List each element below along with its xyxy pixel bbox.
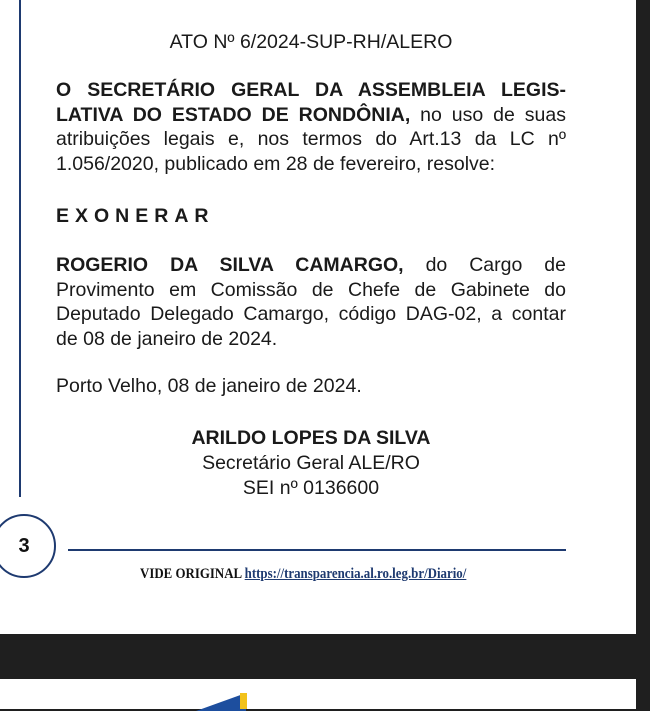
action-word: EXONERAR [56, 205, 215, 227]
sei-number: SEI nº 0136600 [242, 477, 380, 499]
transparency-link[interactable]: https://transparencia.al.ro.leg.br/Diario/ [244, 566, 467, 582]
next-page-preview [0, 679, 636, 709]
intro-text: no uso de suas atribuições legais e, nos termos do Art.13 da LC nº 1.056/2020, publicado em 28 de fevereiro, resolve: [56, 103, 566, 175]
page-number: 3 [18, 534, 30, 557]
act-number: ATO Nº 6/2024-SUP-RH/ALERO [169, 31, 453, 53]
margin-line [19, 0, 21, 497]
intro-paragraph [56, 78, 566, 176]
person-text: do Cargo de Provimento em Comissão de Chefe de Gabinete do Deputado Delegado Camargo, código DAG-02, a contar de 08 de janeiro de 2024. [56, 254, 567, 350]
person-paragraph [56, 253, 566, 351]
vide-original [140, 566, 466, 583]
page-number-badge [0, 514, 56, 578]
place-date: Porto Velho, 08 de janeiro de 2024. [56, 375, 362, 397]
intro-bold: O SECRETÁRIO GERAL DA ASSEMBLEIA LEGIS-LATIVA DO ESTADO DE RONDÔNIA, [56, 79, 566, 126]
vide-label: VIDE ORIGINAL [140, 566, 242, 582]
logo-accent-icon [240, 693, 247, 709]
person-name: ROGERIO DA SILVA CAMARGO, [56, 254, 404, 276]
logo-icon [196, 693, 246, 711]
footer-divider [68, 549, 566, 551]
viewer-scroll-gutter [636, 0, 650, 634]
signer-role: Secretário Geral ALE/RO [202, 452, 420, 474]
signer-name: ARILDO LOPES DA SILVA [191, 427, 431, 449]
